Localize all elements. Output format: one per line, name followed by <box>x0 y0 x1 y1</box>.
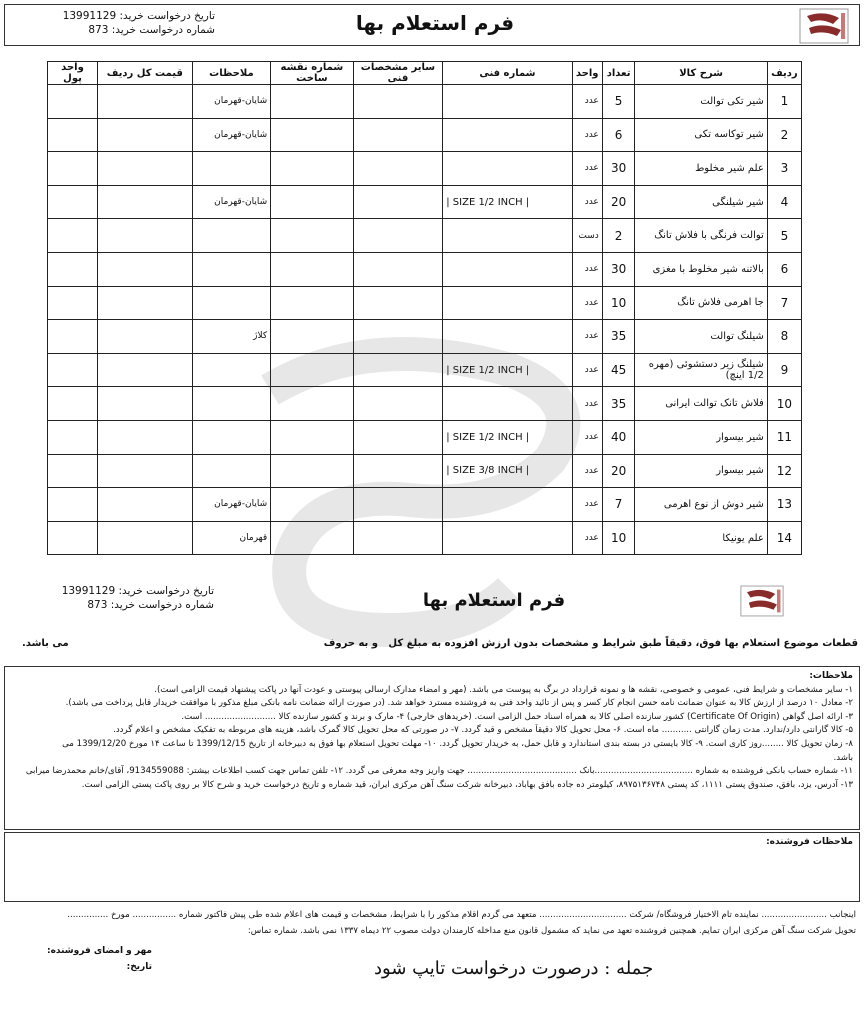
table-cell: 13 <box>767 488 801 522</box>
seller-notes-box <box>4 832 860 902</box>
note-line: ۵- کالا گارانتی دارد/ندارد. مدت زمان گارانتی ........... ماه است. ۶- محل تحویل کالا دقیقاً مشخص و قید گردد. ۷- در صورتی که محل تحویل کالا گمرک باشد، هزینه های مربوطه به تفکیک مشخص و اعلام گردد. <box>113 725 853 736</box>
col-header: ردیف <box>767 62 801 85</box>
table-cell <box>271 387 354 421</box>
table-cell: 10 <box>602 521 635 555</box>
company-logo-icon <box>799 8 849 44</box>
table-cell: 6 <box>767 252 801 286</box>
table-cell <box>443 488 572 522</box>
table-cell <box>48 320 98 354</box>
table-cell <box>271 219 354 253</box>
statement-part1: قطعات موضوع استعلام بها فوق، دقیقاً طبق شرایط و مشخصات بدون ارزش افزوده به مبلغ کل <box>388 638 858 649</box>
table-cell <box>271 320 354 354</box>
table-cell: شیر دوش از نوع اهرمی <box>635 488 767 522</box>
table-cell: 7 <box>602 488 635 522</box>
table-cell <box>48 152 98 186</box>
table-cell: عدد <box>572 118 602 152</box>
table-cell: شیر بیسوار <box>635 420 767 454</box>
table-cell: 2 <box>602 219 635 253</box>
table-cell <box>192 353 270 387</box>
table-cell <box>443 219 572 253</box>
table-cell <box>443 521 572 555</box>
table-cell: | SIZE 3/8 INCH | <box>443 454 572 488</box>
form-title: فرم استعلام بها <box>355 11 515 35</box>
note-line: ۳- ارائه اصل گواهی (Certificate Of Origin) کشور سازنده اصلی کالا به همراه اسناد حمل الزامی است. (خریدهای خارجی) ۴- مارک و برند و کشور سازنده کالا .......................... است. <box>181 711 853 722</box>
table-cell: 14 <box>767 521 801 555</box>
table-cell <box>48 420 98 454</box>
table-cell: عدد <box>572 521 602 555</box>
statement-part2: و به حروف <box>323 638 378 649</box>
table-cell <box>48 85 98 119</box>
items-table <box>47 61 802 555</box>
col-header: واحد پول <box>48 62 98 85</box>
table-cell: عدد <box>572 387 602 421</box>
table-cell <box>271 85 354 119</box>
col-header: سایر مشخصات فنی <box>353 62 443 85</box>
table-cell: 9 <box>767 353 801 387</box>
table-cell <box>443 320 572 354</box>
table-cell <box>48 252 98 286</box>
table-row <box>48 488 802 522</box>
table-cell <box>271 286 354 320</box>
table-cell: 30 <box>602 152 635 186</box>
table-cell <box>443 118 572 152</box>
handwritten-note: جمله : درصورت درخواست تایپ شود <box>374 958 654 979</box>
table-cell: 3 <box>767 152 801 186</box>
table-cell: عدد <box>572 85 602 119</box>
table-cell: بالاتنه شیر مخلوط با مغزی <box>635 252 767 286</box>
request-meta-2 <box>14 584 214 612</box>
table-cell: عدد <box>572 454 602 488</box>
table-cell <box>353 420 443 454</box>
table-cell: شیر تکی توالت <box>635 85 767 119</box>
table-cell: 10 <box>767 387 801 421</box>
seller-date-label: تاریخ: <box>126 962 152 972</box>
table-cell <box>97 118 192 152</box>
table-header-row <box>48 62 802 85</box>
table-cell: عدد <box>572 488 602 522</box>
table-cell: عدد <box>572 152 602 186</box>
col-header: شماره نقشه ساخت <box>271 62 354 85</box>
table-cell: 4 <box>767 185 801 219</box>
table-row <box>48 420 802 454</box>
table-cell: 7 <box>767 286 801 320</box>
table-cell <box>97 85 192 119</box>
table-cell <box>48 521 98 555</box>
table-cell <box>271 118 354 152</box>
table-cell: 8 <box>767 320 801 354</box>
table-cell: 10 <box>602 286 635 320</box>
table-cell: علم یونیکا <box>635 521 767 555</box>
table-cell: عدد <box>572 252 602 286</box>
table-cell <box>353 521 443 555</box>
table-cell: علم شیر مخلوط <box>635 152 767 186</box>
table-cell: عدد <box>572 286 602 320</box>
commitment-line-1: اینجانب ........................ نماینده تام الاختیار فروشگاه/ شرکت ................................ متعهد می گردم اقلام مذکور را با شرایط، مشخصات و قیمت های اعلام شده طی پیش فاکتور شماره ................ مورخ ............... <box>67 910 856 920</box>
table-cell: 35 <box>602 320 635 354</box>
company-logo-icon <box>740 584 784 618</box>
table-cell <box>353 286 443 320</box>
table-cell: شیر توکاسه تکی <box>635 118 767 152</box>
table-cell: 5 <box>767 219 801 253</box>
table-cell <box>192 420 270 454</box>
table-cell <box>353 353 443 387</box>
table-cell: عدد <box>572 320 602 354</box>
table-cell <box>192 219 270 253</box>
request-date: تاریخ درخواست خرید: 13991129 <box>62 10 215 22</box>
commitment-line-2: تحویل شرکت سنگ آهن مرکزی ایران تمایم. همچنین فروشنده تعهد می نماید که مشمول قانون منع مداخله کارمندان دولت مصوب ۲۲ دیماه ۱۳۳۷ نمی باشد. شماره تماس: <box>247 926 856 936</box>
table-cell <box>97 454 192 488</box>
statement-part3: می باشد. <box>22 638 69 649</box>
table-cell <box>353 118 443 152</box>
table-cell <box>48 118 98 152</box>
table-cell <box>97 320 192 354</box>
table-row <box>48 185 802 219</box>
table-cell <box>271 185 354 219</box>
table-cell <box>192 387 270 421</box>
table-cell: 40 <box>602 420 635 454</box>
table-cell <box>48 454 98 488</box>
table-cell <box>353 152 443 186</box>
table-cell: کلاژ <box>192 320 270 354</box>
table-cell <box>97 488 192 522</box>
request-number-2: شماره درخواست خرید: 873 <box>87 599 214 611</box>
table-cell <box>443 387 572 421</box>
table-cell: 5 <box>602 85 635 119</box>
table-row <box>48 454 802 488</box>
table-cell: قهرمان <box>192 521 270 555</box>
table-cell: | SIZE 1/2 INCH | <box>443 420 572 454</box>
table-cell <box>97 152 192 186</box>
table-row <box>48 152 802 186</box>
table-cell <box>353 85 443 119</box>
table-cell <box>48 488 98 522</box>
table-row <box>48 521 802 555</box>
form-header-2 <box>4 578 860 628</box>
notes-heading: ملاحظات: <box>809 671 853 681</box>
table-cell <box>48 219 98 253</box>
table-cell <box>271 252 354 286</box>
table-cell <box>48 387 98 421</box>
table-cell <box>97 219 192 253</box>
col-header: ملاحظات <box>192 62 270 85</box>
note-line: ۱- سایر مشخصات و شرایط فنی، عمومی و خصوصی، نقشه ها و نمونه قرارداد در برگ به پیوست می باشد. (مهر و امضاء مدارک ارسالی پیوستی و عودت آنها در پاکت پیشنهاد قیمت الزامی است). <box>154 684 853 695</box>
table-cell <box>443 286 572 320</box>
table-cell <box>353 252 443 286</box>
note-line: ۸- زمان تحویل کالا ........روز کاری است. ۹- کالا بایستی در بسته بندی استاندارد و قابل حمل، به خریدار تحویل گردد. ۱۰- مهلت تحویل استعلام بها فوق به دبیرخانه از تاریخ 1399/12/15 تا ساعت ۱۴ مورخ 1399/12/20 می <box>62 738 853 749</box>
table-cell: 20 <box>602 454 635 488</box>
table-cell <box>353 488 443 522</box>
form-header <box>4 4 860 46</box>
table-row <box>48 118 802 152</box>
table-cell <box>97 420 192 454</box>
table-cell: شیلنگ زیر دستشوئی (مهره 1/2 اینچ) <box>635 353 767 387</box>
table-cell: شایان-قهرمان <box>192 185 270 219</box>
table-cell: عدد <box>572 185 602 219</box>
note-line: باشد. <box>833 752 853 763</box>
seller-notes-heading: ملاحظات فروشنده: <box>766 837 853 847</box>
table-cell: دست <box>572 219 602 253</box>
table-cell <box>192 152 270 186</box>
table-cell <box>192 286 270 320</box>
table-cell: 20 <box>602 185 635 219</box>
table-cell <box>271 152 354 186</box>
table-cell: | SIZE 1/2 INCH | <box>443 185 572 219</box>
request-meta <box>15 9 215 37</box>
table-cell: توالت فرنگی با فلاش تانگ <box>635 219 767 253</box>
table-cell <box>192 454 270 488</box>
table-cell <box>97 521 192 555</box>
table-cell <box>97 185 192 219</box>
table-cell: فلاش تانک توالت ایرانی <box>635 387 767 421</box>
commitment-footer <box>4 906 860 1010</box>
table-cell: عدد <box>572 420 602 454</box>
table-cell <box>443 252 572 286</box>
table-cell <box>97 387 192 421</box>
table-cell <box>353 219 443 253</box>
table-row <box>48 219 802 253</box>
notes-box <box>4 666 860 830</box>
table-cell <box>353 387 443 421</box>
col-header: شماره فنی <box>443 62 572 85</box>
table-cell: شایان-قهرمان <box>192 488 270 522</box>
col-header: قیمت کل ردیف <box>97 62 192 85</box>
form-title-2: فرم استعلام بها <box>422 590 566 611</box>
table-row <box>48 252 802 286</box>
table-cell <box>353 185 443 219</box>
table-cell <box>48 286 98 320</box>
table-cell <box>97 353 192 387</box>
table-cell <box>271 353 354 387</box>
table-cell: عدد <box>572 353 602 387</box>
table-cell: جا اهرمی فلاش تانگ <box>635 286 767 320</box>
col-header: واحد <box>572 62 602 85</box>
table-cell: 11 <box>767 420 801 454</box>
table-cell: شیر شیلنگی <box>635 185 767 219</box>
table-cell <box>271 420 354 454</box>
note-line: ۲- معادل ۱۰ درصد از ارزش کالا به عنوان ضمانت نامه حسن انجام کار کسر و پس از تائید واحد فنی به فروشنده مسترد خواهد شد. (در صورت ارائه ضمانت نامه بانکی مبلغ مذکور با موافقت خریدار قابل پرداخت می باشد). <box>65 698 853 709</box>
seller-stamp-label: مهر و امضای فروشنده: <box>47 946 152 956</box>
table-cell: 30 <box>602 252 635 286</box>
table-row <box>48 320 802 354</box>
table-cell: 1 <box>767 85 801 119</box>
table-cell: 2 <box>767 118 801 152</box>
note-line: ۱۳- آدرس، یزد، بافق، صندوق پستی ۱۱۱۱، کد پستی ۸۹۷۵۱۳۶۷۴۸، کیلومتر ده جاده بافق بهاباد، دبیرخانه شرکت سنگ آهن مرکزی ایران، قید شماره و تاریخ درخواست خرید و شرح کالا بر روی پاکت پستی الزامی است. <box>81 779 853 790</box>
table-cell: 6 <box>602 118 635 152</box>
request-number: شماره درخواست خرید: 873 <box>88 24 215 36</box>
table-cell <box>48 353 98 387</box>
table-row <box>48 85 802 119</box>
table-cell <box>443 152 572 186</box>
table-cell: شایان-قهرمان <box>192 85 270 119</box>
table-cell: شیر بیسوار <box>635 454 767 488</box>
table-cell: | SIZE 1/2 INCH | <box>443 353 572 387</box>
table-cell <box>271 454 354 488</box>
table-cell <box>192 252 270 286</box>
table-cell <box>97 252 192 286</box>
table-cell: شیلنگ توالت <box>635 320 767 354</box>
request-date-2: تاریخ درخواست خرید: 13991129 <box>61 585 214 597</box>
table-row <box>48 286 802 320</box>
table-cell <box>443 85 572 119</box>
table-cell: 12 <box>767 454 801 488</box>
table-cell: 35 <box>602 387 635 421</box>
table-cell <box>353 454 443 488</box>
table-cell <box>48 185 98 219</box>
col-header: تعداد <box>602 62 635 85</box>
col-header: شرح کالا <box>635 62 767 85</box>
table-row <box>48 353 802 387</box>
table-cell <box>271 521 354 555</box>
table-cell <box>97 286 192 320</box>
table-cell: 45 <box>602 353 635 387</box>
table-cell <box>353 320 443 354</box>
table-cell <box>271 488 354 522</box>
table-cell: شایان-قهرمان <box>192 118 270 152</box>
note-line: ۱۱- شماره حساب بانکی فروشنده به شماره ....................................بانک ........................................ جهت واریز وجه معرفی می گردد. ۱۲- تلفن تماس جهت کسب اطلاعات بیشتر: 9134559088، آقای/خانم محمدرضا میرابی <box>25 766 853 777</box>
table-row <box>48 387 802 421</box>
